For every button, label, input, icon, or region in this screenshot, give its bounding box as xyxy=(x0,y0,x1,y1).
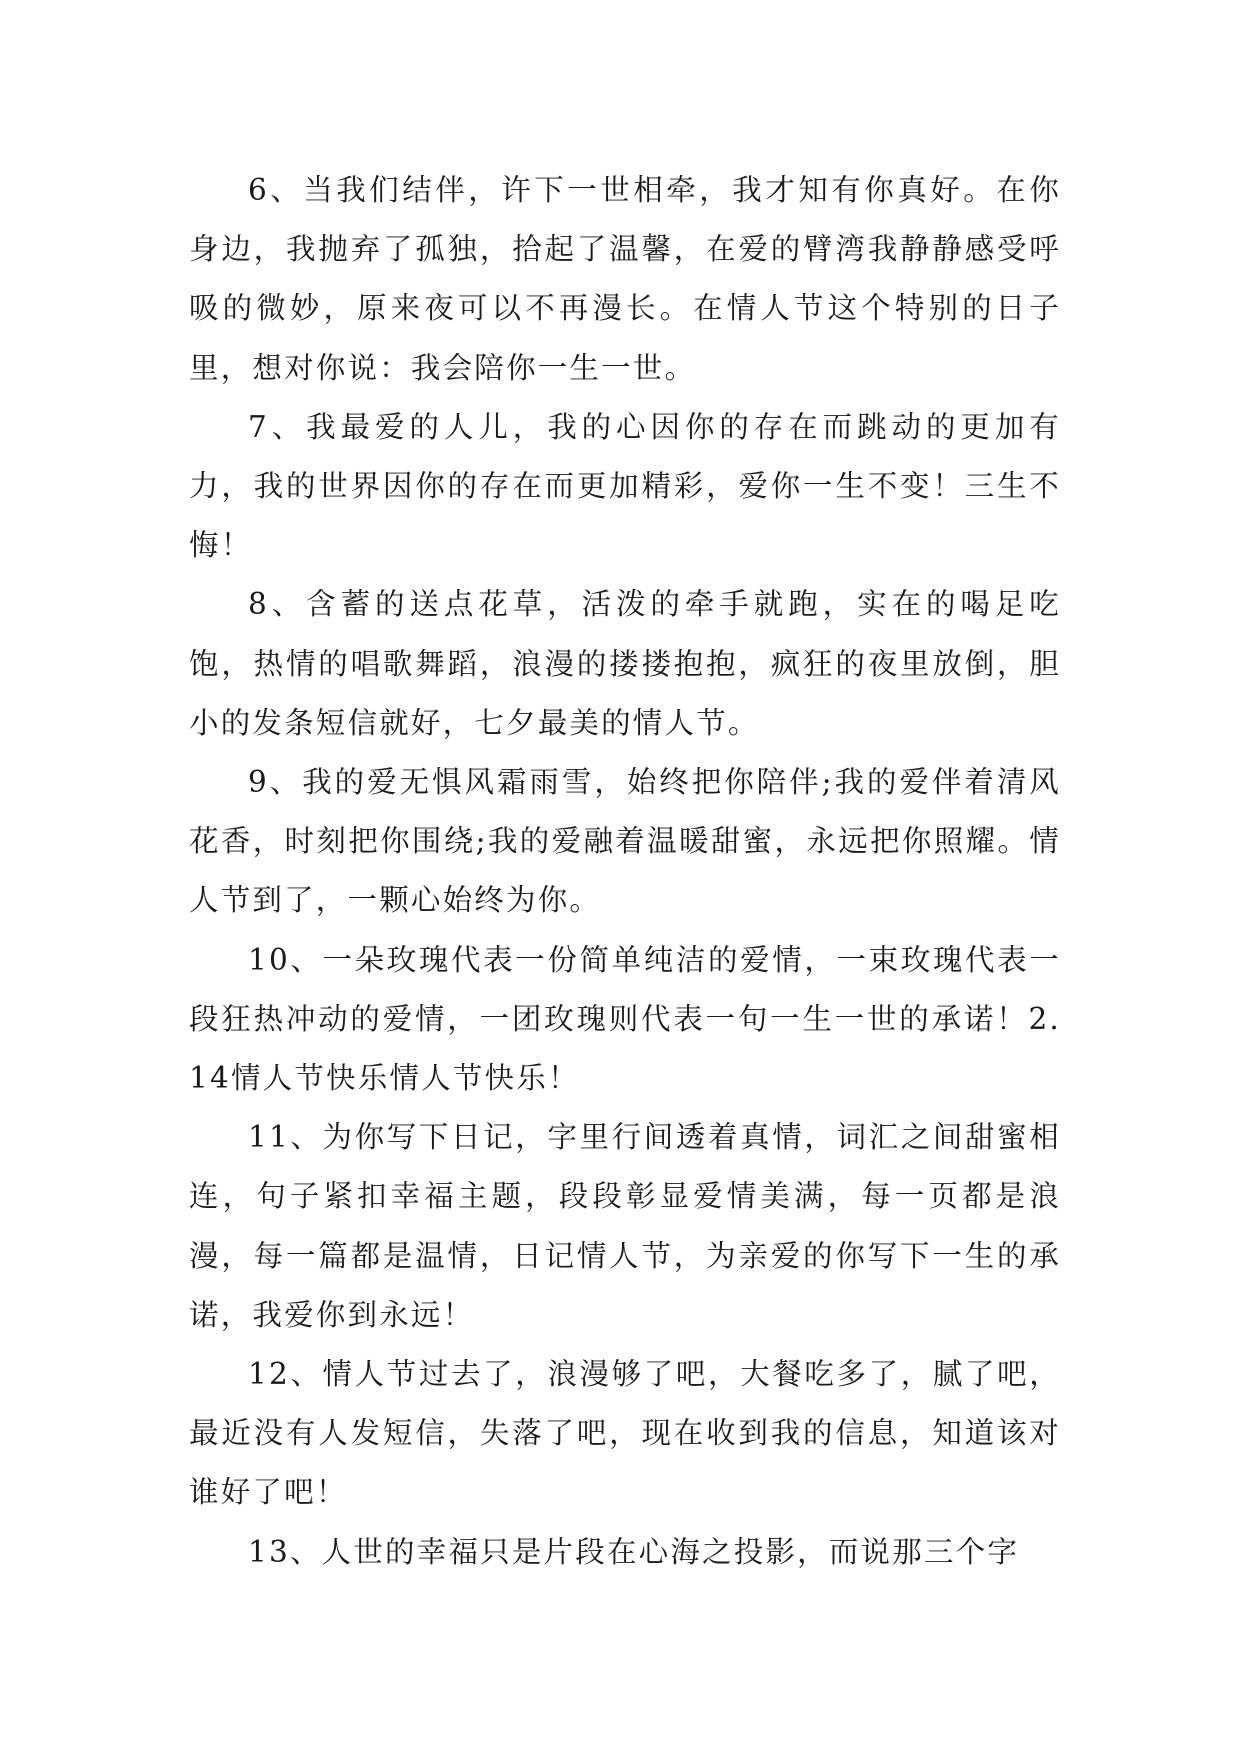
paragraph-8: 8、含蓄的送点花草，活泼的牵手就跑，实在的喝足吃饱，热情的唱歌舞蹈，浪漫的搂搂抱抱，疯狂的夜里放倒，胆小的发条短信就好，七夕最美的情人节。 xyxy=(189,587,1061,740)
paragraph-6: 6、当我们结伴，许下一世相牵，我才知有你真好。在你身边，我抛弃了孤独，拾起了温馨，在爱的臂湾我静静感受呼吸的微妙，原来夜可以不再漫长。在情人节这个特别的日子里，想对你说：我会陪你一生一世。 xyxy=(189,173,1061,385)
body-text xyxy=(189,161,1061,1582)
paragraph-12: 12、情人节过去了，浪漫够了吧，大餐吃多了，腻了吧，最近没有人发短信，失落了吧，现在收到我的信息，知道该对谁好了吧！ xyxy=(189,1357,1061,1510)
paragraph-7: 7、我最爱的人儿，我的心因你的存在而跳动的更加有力，我的世界因你的存在而更加精彩，爱你一生不变！三生不悔！ xyxy=(189,409,1061,563)
paragraph-13: 13、人世的幸福只是片段在心海之投影，而说那三个字 xyxy=(248,1534,1020,1569)
paragraph-10: 10、一朵玫瑰代表一份简单纯洁的爱情，一束玫瑰代表一段狂热冲动的爱情，一团玫瑰则代表一句一生一世的承诺！2.14情人节快乐情人节快乐！ xyxy=(189,942,1061,1096)
paragraph-9: 9、我的爱无惧风霜雨雪，始终把你陪伴;我的爱伴着清风花香，时刻把你围绕;我的爱融着温暖甜蜜，永远把你照耀。情人节到了，一颗心始终为你。 xyxy=(189,765,1061,918)
paragraph-11: 11、为你写下日记，字里行间透着真情，词汇之间甜蜜相连，句子紧扣幸福主题，段段彰显爱情美满，每一页都是浪漫，每一篇都是温情，日记情人节，为亲爱的你写下一生的承诺，我爱你到永远！ xyxy=(189,1120,1061,1332)
